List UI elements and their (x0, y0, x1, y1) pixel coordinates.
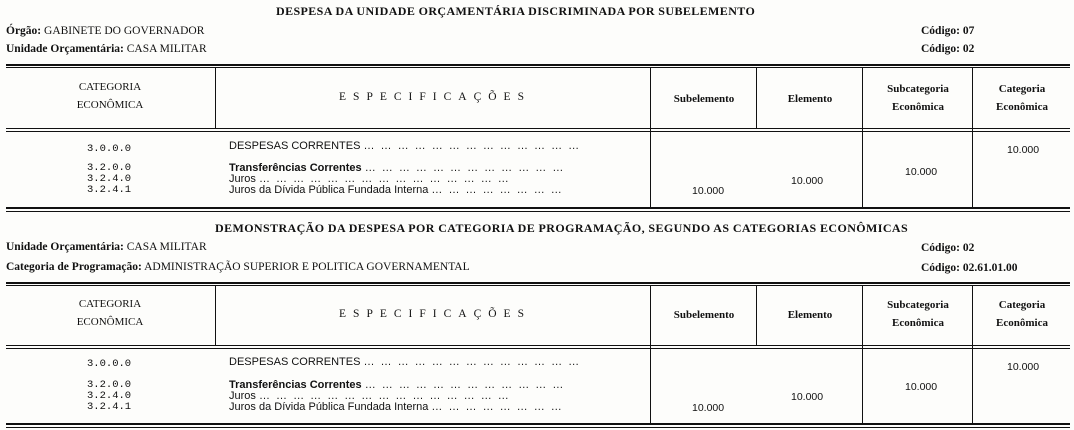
unidade-code-value: 02 (962, 43, 975, 55)
table2-top-rule-thin (6, 285, 1070, 286)
table2-col-divider (756, 286, 757, 345)
header2-categoria-line2: ECONÔMICA (76, 316, 144, 328)
header-categoria-col (974, 83, 1070, 113)
table2-top-rule (6, 282, 1070, 284)
table1-col-divider (215, 68, 216, 128)
header2-subelemento: Subelemento (673, 309, 735, 321)
unidade2-value: CASA MILITAR (126, 241, 207, 253)
spec-row: DESPESAS CORRENTES … … … … … … … … … … … … … (229, 140, 581, 152)
programacao-line (6, 261, 470, 273)
header-subcategoria-line2: Econômica (892, 101, 944, 113)
orgao-line (6, 25, 204, 37)
spec-despesas-correntes: DESPESAS CORRENTES (229, 140, 361, 152)
header2-subcategoria-line1: Subcategoria (887, 299, 949, 311)
unidade-label: Unidade Orçamentária: (6, 43, 124, 55)
value2-subcategoria: 10.000 (905, 381, 938, 393)
table1-col-divider (862, 68, 863, 207)
header-categoria (40, 81, 180, 111)
header-subcategoria (864, 83, 972, 113)
programacao-code-value: 02.61.01.00 (962, 262, 1018, 274)
spec-juros: Juros (229, 173, 256, 185)
unidade2-label: Unidade Orçamentária: (6, 241, 124, 253)
orgao-value: GABINETE DO GOVERNADOR (44, 25, 205, 37)
header2-categoria-line1: CATEGORIA (78, 298, 142, 310)
spec2-block: Transferências Correntes … … … … … … … … … … … … Juros … … … … … … … … … … … … … … … Juros da Dívida Pública Fundada Interna … … … … … … … … (229, 379, 565, 413)
value2-elemento: 10.000 (791, 391, 824, 403)
code2-3240: 3.2.4.0 (87, 390, 132, 402)
spec2-juros: Juros (229, 390, 256, 402)
code-3240: 3.2.4.0 (87, 173, 132, 185)
value2-categoria: 10.000 (1007, 361, 1040, 373)
table2-header-rule-2 (6, 348, 1070, 349)
table2-col-divider (862, 286, 863, 423)
unidade2-code-label: Código: (921, 242, 960, 254)
header2-subcategoria (864, 299, 972, 329)
spec2-despesas-correntes: DESPESAS CORRENTES (229, 356, 361, 368)
orgao-label: Órgão: (6, 25, 42, 37)
section1-title: DESPESA DA UNIDADE ORÇAMENTÁRIA DISCRIMINADA POR SUBELEMENTO (276, 4, 756, 18)
table2-bottom-rule (6, 423, 1070, 425)
programacao-label: Categoria de Programação: (6, 261, 142, 273)
spec2-transferencias: Transferências Correntes (229, 379, 362, 391)
header-categoria-line1: CATEGORIA (78, 81, 142, 93)
header-elemento: Elemento (787, 93, 833, 105)
orgao-code (921, 25, 974, 37)
unidade-value: CASA MILITAR (126, 43, 207, 55)
unidade2-line (6, 241, 207, 253)
section2-title: DEMONSTRAÇÃO DA DESPESA POR CATEGORIA DE PROGRAMAÇÃO, SEGUNDO AS CATEGORIAS ECONÔMICAS (215, 221, 909, 235)
header2-elemento: Elemento (787, 309, 833, 321)
code-3241: 3.2.4.1 (87, 184, 132, 196)
programacao-code-label: Código: (921, 262, 960, 274)
spec-juros-divida: Juros da Dívida Pública Fundada Interna (229, 184, 429, 196)
header2-subcategoria-line2: Econômica (892, 317, 944, 329)
code2-3241: 3.2.4.1 (87, 401, 132, 413)
unidade-code (921, 43, 974, 55)
header2-categoria-col-line2: Econômica (996, 317, 1048, 329)
programacao-value: ADMINISTRAÇÃO SUPERIOR E POLITICA GOVERNAMENTAL (144, 261, 470, 273)
value-subcategoria: 10.000 (905, 166, 938, 178)
unidade-code-label: Código: (921, 43, 960, 55)
header-categoria-line2: ECONÔMICA (76, 99, 144, 111)
code-block (87, 163, 131, 196)
code2-3200: 3.2.0.0 (87, 379, 132, 391)
table1-header-rule (6, 128, 1070, 129)
unidade-line (6, 43, 207, 55)
header2-categoria-col-line1: Categoria (998, 299, 1046, 311)
value-elemento: 10.000 (791, 175, 824, 187)
table2-col-divider (215, 286, 216, 345)
table1-col-divider (650, 68, 651, 207)
unidade2-code-value: 02 (962, 242, 975, 254)
code-3200: 3.2.0.0 (87, 162, 132, 174)
unidade2-code (921, 242, 974, 254)
table1-col-divider (972, 68, 973, 207)
programacao-code (921, 262, 1017, 274)
spec-transferencias: Transferências Correntes (229, 162, 362, 174)
code-3000: 3.0.0.0 (87, 143, 132, 155)
orgao-code-label: Código: (921, 25, 960, 37)
table2-col-divider (650, 286, 651, 423)
table1-bottom-rule-thin (6, 211, 1070, 212)
spec2-juros-divida: Juros da Dívida Pública Fundada Interna (229, 401, 429, 413)
header2-especificacoes: ESPECIFICAÇÕES (339, 308, 531, 320)
header-categoria-col-line1: Categoria (998, 83, 1046, 95)
table2-bottom-rule-thin (6, 427, 1070, 428)
table2-col-divider (972, 286, 973, 423)
table1-bottom-rule (6, 207, 1070, 209)
spec-block: Transferências Correntes … … … … … … … … … … … … Juros … … … … … … … … … … … … … … … Juros da Dívida Pública Fundada Interna … … … … … … … … (229, 162, 565, 196)
header-especificacoes: ESPECIFICAÇÕES (339, 91, 531, 103)
table1-col-divider (756, 68, 757, 128)
code2-3000: 3.0.0.0 (87, 358, 132, 370)
value-subelemento: 10.000 (692, 185, 725, 197)
header-subcategoria-line1: Subcategoria (887, 83, 949, 95)
table1-top-rule-thin (6, 67, 1070, 68)
table2-header-rule (6, 345, 1070, 346)
value2-subelemento: 10.000 (692, 402, 725, 414)
table1-header-rule-2 (6, 131, 1070, 132)
value-categoria: 10.000 (1007, 144, 1040, 156)
header-subelemento: Subelemento (673, 93, 735, 105)
header2-categoria-col (974, 299, 1070, 329)
code2-block (87, 380, 131, 413)
orgao-code-value: 07 (962, 25, 975, 37)
header2-categoria (40, 298, 180, 328)
table1-top-rule (6, 64, 1070, 66)
spec2-row: DESPESAS CORRENTES … … … … … … … … … … … … … (229, 356, 581, 368)
header-categoria-col-line2: Econômica (996, 101, 1048, 113)
